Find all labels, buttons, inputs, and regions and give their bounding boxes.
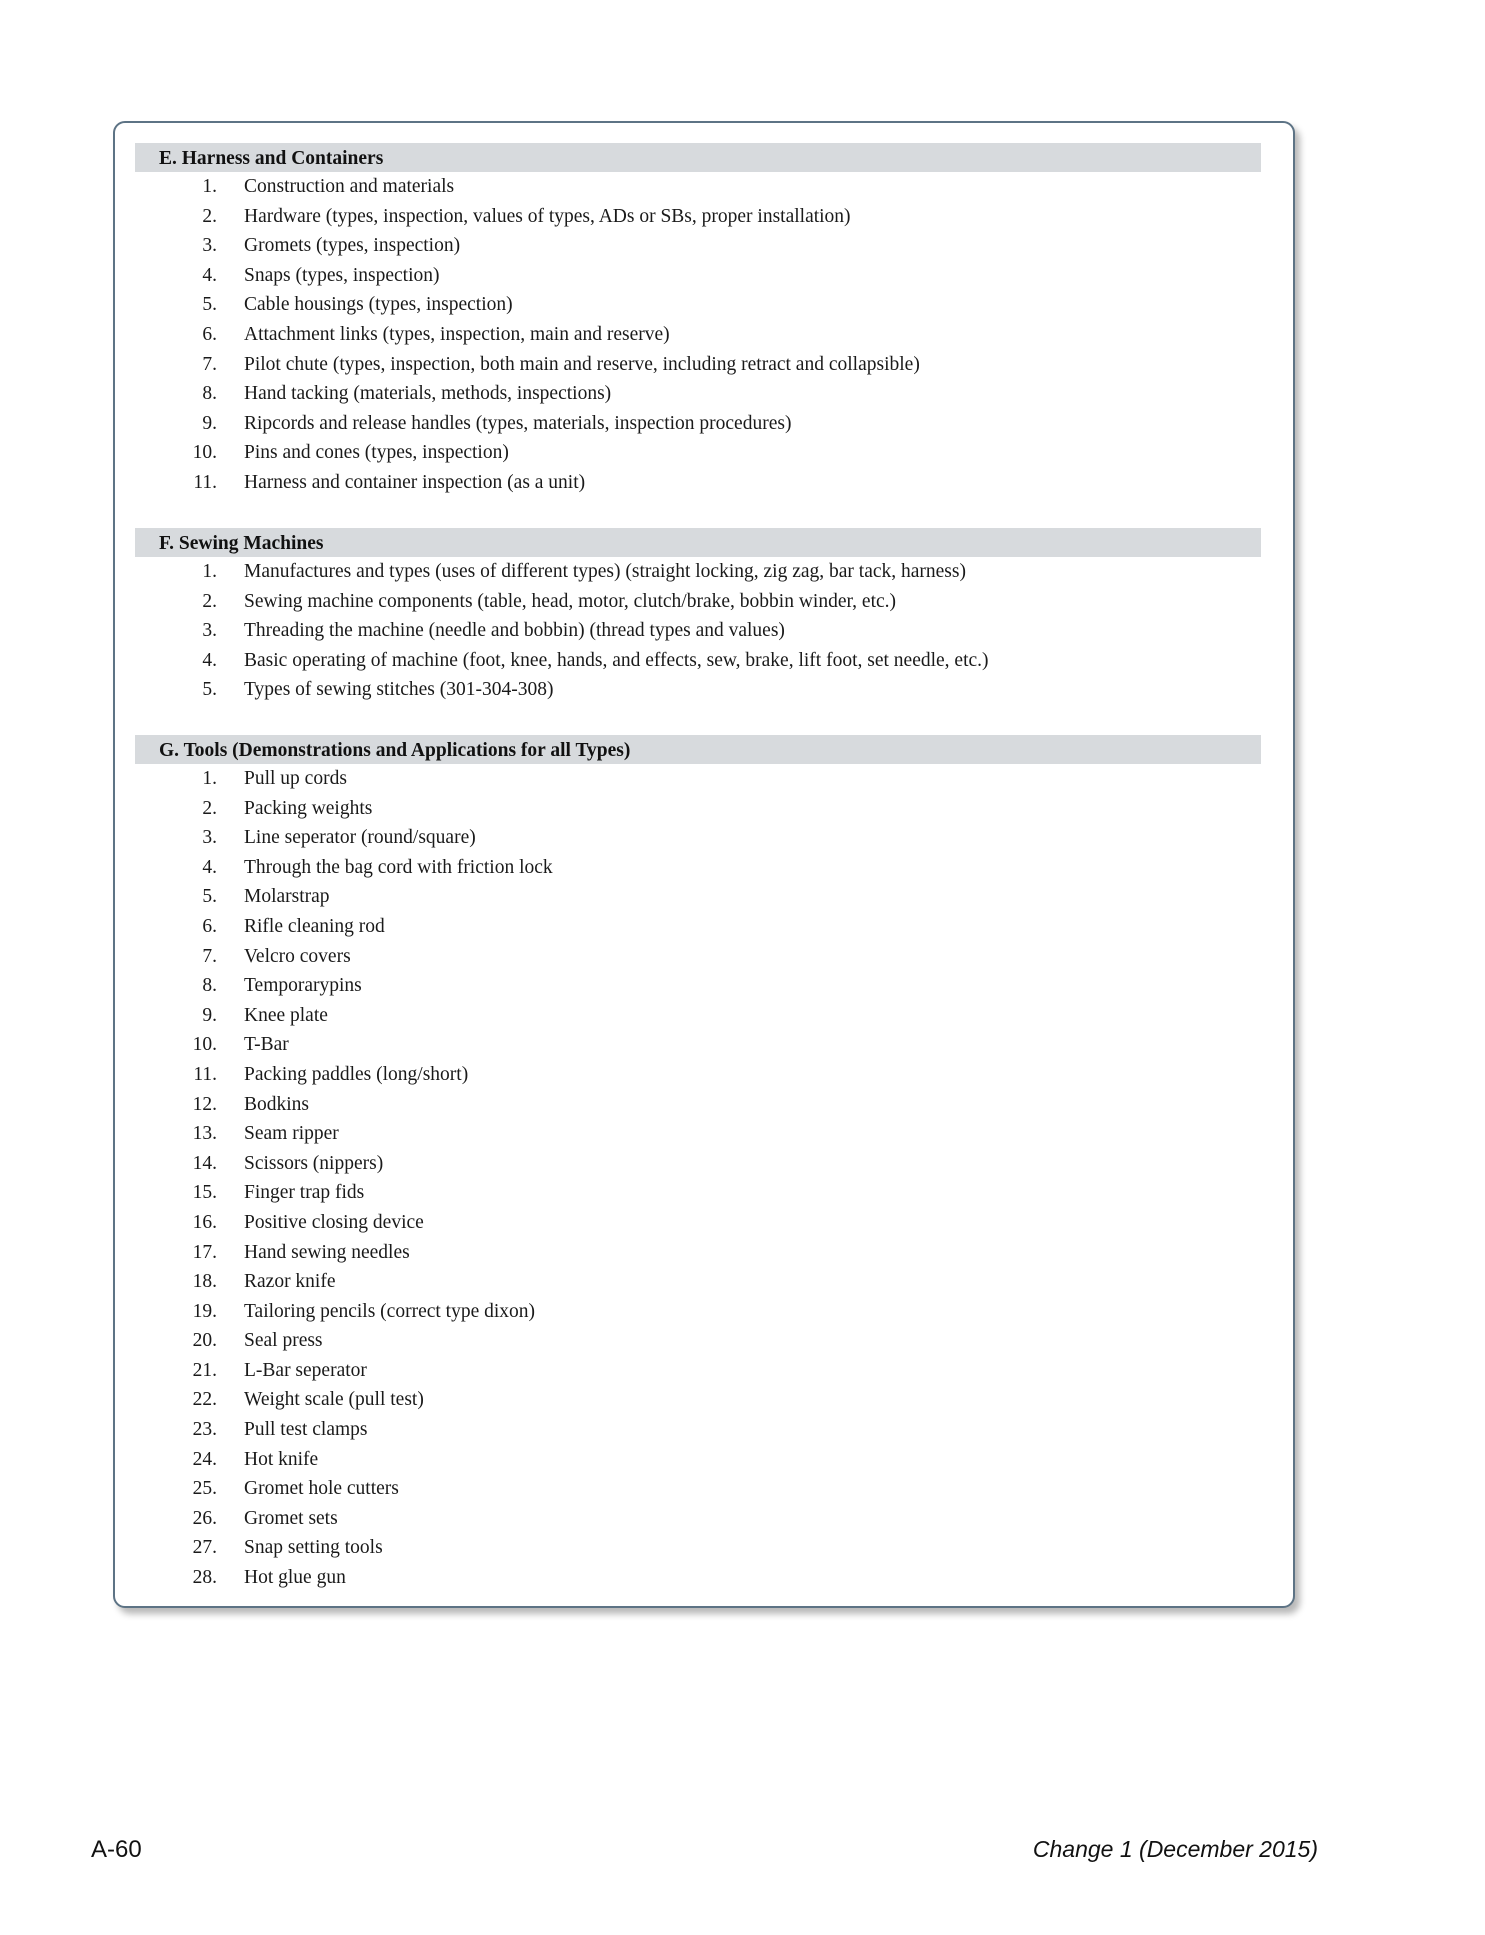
item-number: 6. <box>202 915 217 937</box>
item-text: Pins and cones (types, inspection) <box>244 442 509 464</box>
item-number: 10. <box>192 442 217 464</box>
item-text: Ripcords and release handles (types, materials, inspection procedures) <box>244 412 792 434</box>
list-item <box>135 616 1261 646</box>
item-text: Razor knife <box>244 1271 336 1293</box>
list-item <box>135 1149 1261 1179</box>
list-item <box>135 1356 1261 1386</box>
item-text: Pull up cords <box>244 768 347 789</box>
list-item <box>135 1385 1261 1415</box>
item-number: 5. <box>202 294 217 316</box>
item-text: Construction and materials <box>244 176 455 197</box>
item-number: 27. <box>192 1537 217 1559</box>
item-text: Tailoring pencils (correct type dixon) <box>244 1300 536 1322</box>
item-text: Snaps (types, inspection) <box>244 264 440 286</box>
section-header: F. Sewing Machines <box>135 528 1261 557</box>
list-item <box>135 823 1261 853</box>
item-text: Knee plate <box>244 1004 328 1026</box>
section-header: G. Tools (Demonstrations and Applications for all Types) <box>135 735 1261 764</box>
list-item <box>135 1178 1261 1208</box>
item-text: L-Bar seperator <box>244 1359 367 1381</box>
list-item <box>135 1326 1261 1356</box>
item-text: Bodkins <box>244 1093 310 1115</box>
item-number: 3. <box>202 827 217 849</box>
list-item <box>135 1001 1261 1031</box>
list-item <box>135 320 1261 350</box>
item-number: 4. <box>202 856 217 878</box>
list-item <box>135 1060 1261 1090</box>
item-text: Finger trap fids <box>244 1182 365 1204</box>
item-number: 3. <box>202 620 217 642</box>
item-text: Attachment links (types, inspection, main and reserve) <box>244 323 670 345</box>
list-item <box>135 261 1261 291</box>
item-text: Hot knife <box>244 1448 319 1470</box>
item-number: 16. <box>192 1211 217 1233</box>
item-text: Positive closing device <box>244 1211 424 1233</box>
item-text: Hand tacking (materials, methods, inspections) <box>244 383 612 405</box>
item-number: 8. <box>202 383 217 405</box>
item-text: Packing paddles (long/short) <box>244 1063 469 1085</box>
list-item <box>135 882 1261 912</box>
item-text: Gromet sets <box>244 1507 338 1529</box>
item-number: 13. <box>192 1123 217 1145</box>
item-text: Weight scale (pull test) <box>244 1389 424 1411</box>
item-number: 28. <box>192 1567 217 1589</box>
list-item <box>135 1563 1261 1593</box>
list-item <box>135 1445 1261 1475</box>
item-text: Temporarypins <box>244 975 362 997</box>
list-item <box>135 675 1261 705</box>
item-number: 17. <box>192 1241 217 1263</box>
item-text: Gromets (types, inspection) <box>244 235 461 257</box>
item-text: Harness and container inspection (as a unit) <box>244 471 586 493</box>
item-number: 12. <box>192 1093 217 1115</box>
item-number: 7. <box>202 353 217 375</box>
item-number: 1. <box>202 561 217 582</box>
change-note: Change 1 (December 2015) <box>1032 1836 1318 1862</box>
list-item <box>135 290 1261 320</box>
item-text: Seal press <box>244 1330 323 1352</box>
list-item <box>135 468 1261 498</box>
list-item <box>135 409 1261 439</box>
list-item <box>135 1474 1261 1504</box>
section-header: E. Harness and Containers <box>135 143 1261 172</box>
list-item <box>135 438 1261 468</box>
item-text: Snap setting tools <box>244 1537 383 1559</box>
item-number: 19. <box>192 1300 217 1322</box>
item-text: Sewing machine components (table, head, motor, clutch/brake, bobbin winder, etc.) <box>244 590 897 612</box>
item-number: 15. <box>192 1182 217 1204</box>
item-text: Rifle cleaning rod <box>244 915 385 937</box>
item-text: Types of sewing stitches (301-304-308) <box>244 679 554 701</box>
list-item <box>135 557 1261 587</box>
list-item <box>135 764 1261 794</box>
item-text: Cable housings (types, inspection) <box>244 294 513 316</box>
item-number: 9. <box>202 412 217 434</box>
list-item <box>135 1504 1261 1534</box>
item-number: 1. <box>202 768 217 789</box>
item-number: 21. <box>192 1359 217 1381</box>
list-item <box>135 1533 1261 1563</box>
list-item <box>135 971 1261 1001</box>
item-text: Seam ripper <box>244 1123 339 1145</box>
item-text: Line seperator (round/square) <box>244 827 476 849</box>
item-number: 4. <box>202 264 217 286</box>
item-number: 14. <box>192 1152 217 1174</box>
item-text: Pilot chute (types, inspection, both main and reserve, including retract and collapsible) <box>244 353 920 375</box>
item-text: Through the bag cord with friction lock <box>244 856 553 878</box>
item-number: 20. <box>192 1330 217 1352</box>
item-number: 25. <box>192 1478 217 1500</box>
list-item <box>135 794 1261 824</box>
item-number: 2. <box>202 797 217 819</box>
list-item <box>135 1297 1261 1327</box>
item-text: Pull test clamps <box>244 1419 368 1441</box>
item-text: Threading the machine (needle and bobbin) (thread types and values) <box>244 620 785 642</box>
list-item <box>135 350 1261 380</box>
item-number: 24. <box>192 1448 217 1470</box>
item-text: Molarstrap <box>244 886 330 908</box>
item-number: 22. <box>192 1389 217 1411</box>
item-number: 10. <box>192 1034 217 1056</box>
item-list <box>135 764 1261 1593</box>
item-text: Scissors (nippers) <box>244 1152 384 1174</box>
item-number: 18. <box>192 1271 217 1293</box>
content-box <box>113 121 1295 1608</box>
section-harness-containers <box>135 143 1261 498</box>
item-number: 2. <box>202 590 217 612</box>
list-item <box>135 853 1261 883</box>
section-sewing-machines <box>135 528 1261 705</box>
item-number: 5. <box>202 886 217 908</box>
item-number: 26. <box>192 1507 217 1529</box>
item-number: 1. <box>202 176 217 197</box>
list-item <box>135 231 1261 261</box>
list-item <box>135 1208 1261 1238</box>
item-text: Basic operating of machine (foot, knee, hands, and effects, sew, brake, lift foot, set needle, etc.) <box>244 649 989 671</box>
item-number: 6. <box>202 323 217 345</box>
list-item <box>135 379 1261 409</box>
list-item <box>135 587 1261 617</box>
item-text: Packing weights <box>244 797 373 819</box>
list-item <box>135 1238 1261 1268</box>
item-number: 8. <box>202 975 217 997</box>
item-number: 9. <box>202 1004 217 1026</box>
item-number: 11. <box>193 1063 217 1085</box>
section-tools <box>135 735 1261 1593</box>
list-item <box>135 646 1261 676</box>
list-item <box>135 1119 1261 1149</box>
item-number: 7. <box>202 945 217 967</box>
item-number: 23. <box>192 1419 217 1441</box>
list-item <box>135 172 1261 202</box>
list-item <box>135 1030 1261 1060</box>
page-number: A-60 <box>91 1836 142 1863</box>
item-text: Velcro covers <box>244 945 351 967</box>
item-text: T-Bar <box>244 1034 289 1056</box>
item-text: Gromet hole cutters <box>244 1478 399 1500</box>
list-item <box>135 1090 1261 1120</box>
item-text: Hand sewing needles <box>244 1241 410 1263</box>
list-item <box>135 1267 1261 1297</box>
item-text: Manufactures and types (uses of different types) (straight locking, zig zag, bar tack, harness) <box>244 561 966 582</box>
list-item <box>135 202 1261 232</box>
item-text: Hot glue gun <box>244 1567 346 1589</box>
list-item <box>135 942 1261 972</box>
list-item <box>135 912 1261 942</box>
item-list <box>135 172 1261 498</box>
list-item <box>135 1415 1261 1445</box>
item-list <box>135 557 1261 705</box>
item-number: 5. <box>202 679 217 701</box>
item-number: 2. <box>202 205 217 227</box>
item-number: 4. <box>202 649 217 671</box>
item-number: 3. <box>202 235 217 257</box>
item-text: Hardware (types, inspection, values of types, ADs or SBs, proper installation) <box>244 205 851 227</box>
item-number: 11. <box>193 471 217 493</box>
